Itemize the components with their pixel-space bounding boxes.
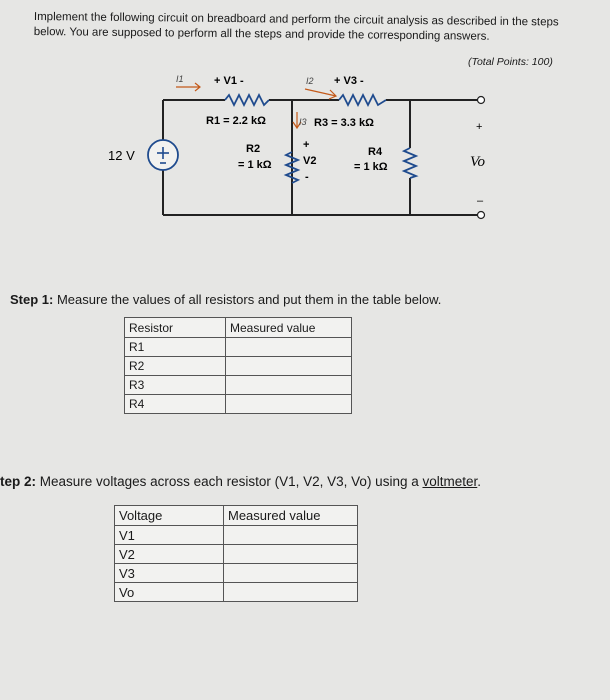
row-label: Vo (115, 583, 224, 602)
label-i2: I2 (306, 76, 314, 86)
current-arrow-i2 (305, 89, 336, 99)
row-label: R2 (125, 357, 226, 376)
label-i1: I1 (176, 74, 184, 84)
measured-value-cell[interactable] (226, 376, 352, 395)
step-1-instruction (10, 292, 441, 307)
instructions (34, 10, 594, 46)
measured-value-cell[interactable] (224, 526, 358, 545)
label-r3: R3 = 3.3 kΩ (314, 117, 374, 129)
voltage-table (114, 505, 358, 602)
measured-value-cell[interactable] (226, 395, 352, 414)
output-terminal-minus (478, 212, 485, 219)
table-header-row (125, 318, 352, 338)
label-r4-name: R4 (368, 146, 383, 158)
label-v3: + V3 - (334, 75, 364, 87)
label-vo: Vo (470, 154, 485, 170)
label-v2: V2 (303, 155, 317, 167)
label-v2-plus: + (303, 139, 310, 151)
header-resistor: Resistor (125, 318, 226, 338)
row-label: R4 (125, 395, 226, 414)
header-measured-value: Measured value (224, 506, 358, 526)
label-out-minus: – (477, 195, 484, 207)
label-r4-value: = 1 kΩ (354, 161, 388, 173)
table-row (125, 357, 352, 376)
row-label: V3 (115, 564, 224, 583)
measured-value-cell[interactable] (224, 564, 358, 583)
total-points: (Total Points: 100) (468, 56, 553, 68)
step-2-text: Measure voltages across each resistor (V1, V2, V3, Vo) using a (39, 474, 419, 489)
table-row (125, 376, 352, 395)
step-1-label: Step 1: (10, 292, 54, 307)
table-row (115, 545, 358, 564)
resistor-r2 (286, 152, 298, 183)
table-row (115, 583, 358, 602)
step-1-text: Measure the values of all resistors and put them in the table below. (56, 292, 442, 307)
label-source: 12 V (108, 148, 135, 163)
row-label: R1 (125, 338, 226, 357)
row-label: V1 (115, 526, 224, 545)
label-r2-value: = 1 kΩ (238, 159, 272, 171)
row-label: V2 (115, 545, 224, 564)
resistor-r4 (404, 148, 416, 178)
measured-value-cell[interactable] (224, 583, 358, 602)
instructions-line-2: below. You are supposed to perform all the steps and provide the corresponding answers. (33, 25, 490, 43)
circuit-diagram (0, 60, 610, 230)
row-label: R3 (125, 376, 226, 395)
step-2-instruction (0, 474, 481, 489)
label-v2-minus: - (305, 171, 309, 183)
voltmeter-link[interactable]: voltmeter (422, 474, 478, 489)
instructions-line-1: Implement the following circuit on breadboard and perform the circuit analysis as described in the steps (33, 10, 559, 29)
table-row (125, 338, 352, 357)
table-row (115, 564, 358, 583)
measured-value-cell[interactable] (226, 357, 352, 376)
label-r1: R1 = 2.2 kΩ (206, 115, 266, 127)
measured-value-cell[interactable] (224, 545, 358, 564)
label-r2-name: R2 (246, 143, 261, 155)
step-2-label: tep 2: (0, 474, 37, 489)
resistor-r1 (225, 95, 269, 105)
output-terminal-plus (478, 97, 485, 104)
table-row (125, 395, 352, 414)
current-arrow-i1 (176, 83, 200, 91)
table-row (115, 526, 358, 545)
label-i3: I3 (299, 117, 307, 127)
step-2-end: . (477, 474, 482, 489)
header-voltage: Voltage (115, 506, 224, 526)
label-out-plus: + (476, 121, 483, 133)
header-measured-value: Measured value (226, 318, 352, 338)
measured-value-cell[interactable] (226, 338, 352, 357)
table-header-row (115, 506, 358, 526)
resistor-r3 (339, 95, 386, 105)
resistor-table (124, 317, 352, 414)
label-v1: + V1 - (214, 75, 244, 87)
